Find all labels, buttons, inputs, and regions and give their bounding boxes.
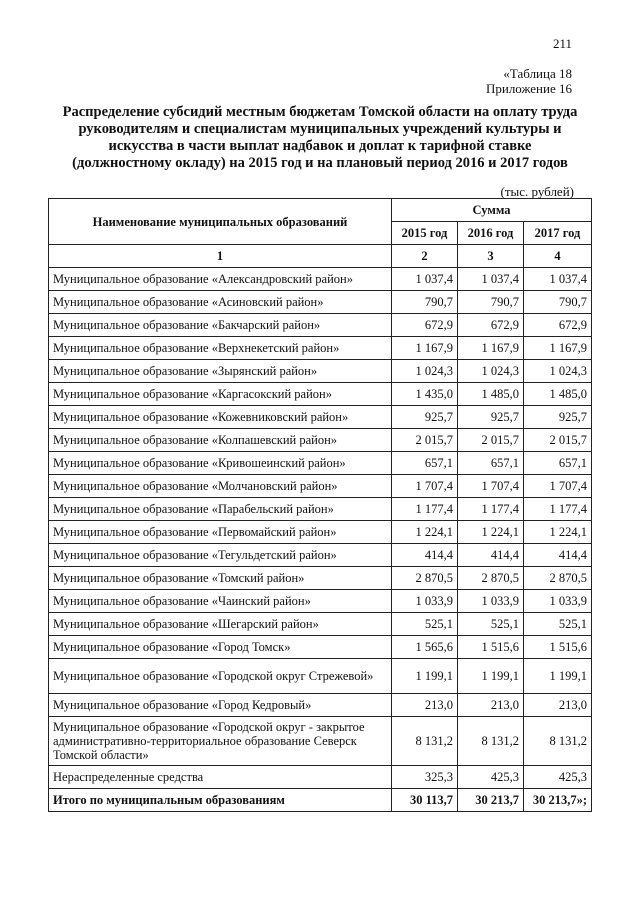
title-line: руководителям и специалистам муниципальных учреждений культуры и <box>78 121 562 137</box>
municipality-name: Муниципальное образование «Асиновский район» <box>49 291 392 314</box>
value-2016: 657,1 <box>458 452 524 475</box>
value-2017: 672,9 <box>524 314 592 337</box>
column-number: 4 <box>524 245 592 268</box>
total-2017: 30 213,7»; <box>524 789 592 812</box>
table-row <box>49 360 592 383</box>
table-row <box>49 314 592 337</box>
municipality-name: Муниципальное образование «Городской округ Стрежевой» <box>49 659 392 694</box>
total-row <box>49 789 592 812</box>
value-2016: 1 033,9 <box>458 590 524 613</box>
value-2015: 414,4 <box>392 544 458 567</box>
value-2015: 672,9 <box>392 314 458 337</box>
value-2017: 790,7 <box>524 291 592 314</box>
value-2016: 425,3 <box>458 766 524 789</box>
units-label: (тыс. рублей) <box>500 184 574 199</box>
header-2016: 2016 год <box>458 222 524 245</box>
value-2015: 1 037,4 <box>392 268 458 291</box>
value-2017: 1 037,4 <box>524 268 592 291</box>
value-2017: 1 707,4 <box>524 475 592 498</box>
table-row <box>49 521 592 544</box>
municipality-name: Муниципальное образование «Томский район» <box>49 567 392 590</box>
total-label: Итого по муниципальным образованиям <box>49 789 392 812</box>
value-2015: 1 033,9 <box>392 590 458 613</box>
column-number: 2 <box>392 245 458 268</box>
value-2016: 2 015,7 <box>458 429 524 452</box>
column-number: 3 <box>458 245 524 268</box>
table-row <box>49 498 592 521</box>
table-row <box>49 766 592 789</box>
value-2016: 672,9 <box>458 314 524 337</box>
value-2016: 1 177,4 <box>458 498 524 521</box>
value-2017: 1 485,0 <box>524 383 592 406</box>
value-2015: 1 199,1 <box>392 659 458 694</box>
appendix-label: Приложение 16 <box>485 81 572 96</box>
table-row <box>49 613 592 636</box>
table-row <box>49 429 592 452</box>
municipality-name: Муниципальное образование «Колпашевский район» <box>49 429 392 452</box>
municipality-name: Муниципальное образование «Каргасокский район» <box>49 383 392 406</box>
value-2017: 657,1 <box>524 452 592 475</box>
municipality-name: Муниципальное образование «Город Томск» <box>49 636 392 659</box>
table-row <box>49 567 592 590</box>
value-2017: 1 024,3 <box>524 360 592 383</box>
header-sum: Сумма <box>392 199 592 222</box>
value-2015: 525,1 <box>392 613 458 636</box>
value-2015: 1 024,3 <box>392 360 458 383</box>
municipality-name: Муниципальное образование «Шегарский район» <box>49 613 392 636</box>
title-line: Распределение субсидий местным бюджетам Томской области на оплату труда <box>62 104 578 120</box>
value-2016: 1 485,0 <box>458 383 524 406</box>
table-row <box>49 406 592 429</box>
value-2017: 1 033,9 <box>524 590 592 613</box>
page-number: 211 <box>552 36 572 51</box>
value-2016: 525,1 <box>458 613 524 636</box>
value-2017: 1 515,6 <box>524 636 592 659</box>
header-name: Наименование муниципальных образований <box>49 199 392 245</box>
value-2016: 1 515,6 <box>458 636 524 659</box>
value-2016: 2 870,5 <box>458 567 524 590</box>
header-2017: 2017 год <box>524 222 592 245</box>
value-2015: 1 167,9 <box>392 337 458 360</box>
value-2017: 213,0 <box>524 694 592 717</box>
table-row <box>49 636 592 659</box>
value-2015: 1 707,4 <box>392 475 458 498</box>
total-2015: 30 113,7 <box>392 789 458 812</box>
value-2016: 1 224,1 <box>458 521 524 544</box>
table-row <box>49 452 592 475</box>
value-2015: 925,7 <box>392 406 458 429</box>
value-2015: 325,3 <box>392 766 458 789</box>
municipality-name: Муниципальное образование «Молчановский район» <box>49 475 392 498</box>
value-2015: 2 870,5 <box>392 567 458 590</box>
value-2017: 925,7 <box>524 406 592 429</box>
municipality-name: Муниципальное образование «Городской округ - закрытое административно-территориальное образование Северск Томской области» <box>49 717 392 766</box>
value-2017: 414,4 <box>524 544 592 567</box>
table-row <box>49 337 592 360</box>
table-row <box>49 268 592 291</box>
value-2017: 2 015,7 <box>524 429 592 452</box>
table-row <box>49 694 592 717</box>
table-row <box>49 590 592 613</box>
table-row <box>49 659 592 694</box>
municipality-name: Муниципальное образование «Кожевниковский район» <box>49 406 392 429</box>
value-2017: 1 167,9 <box>524 337 592 360</box>
value-2016: 8 131,2 <box>458 717 524 766</box>
table-row <box>49 383 592 406</box>
value-2015: 213,0 <box>392 694 458 717</box>
municipality-name: Муниципальное образование «Верхнекетский район» <box>49 337 392 360</box>
value-2016: 414,4 <box>458 544 524 567</box>
value-2017: 1 199,1 <box>524 659 592 694</box>
value-2016: 1 037,4 <box>458 268 524 291</box>
value-2015: 790,7 <box>392 291 458 314</box>
value-2017: 1 177,4 <box>524 498 592 521</box>
value-2015: 2 015,7 <box>392 429 458 452</box>
title-line: (должностному окладу) на 2015 год и на плановый период 2016 и 2017 годов <box>72 155 568 171</box>
value-2015: 1 565,6 <box>392 636 458 659</box>
municipality-name: Муниципальное образование «Кривошеинский район» <box>49 452 392 475</box>
municipality-name: Муниципальное образование «Первомайский район» <box>49 521 392 544</box>
table-row <box>49 475 592 498</box>
value-2017: 2 870,5 <box>524 567 592 590</box>
value-2015: 1 224,1 <box>392 521 458 544</box>
value-2016: 213,0 <box>458 694 524 717</box>
document-title <box>60 104 580 172</box>
column-number: 1 <box>49 245 392 268</box>
municipality-name: Муниципальное образование «Бакчарский район» <box>49 314 392 337</box>
value-2016: 925,7 <box>458 406 524 429</box>
value-2017: 1 224,1 <box>524 521 592 544</box>
table-row <box>49 544 592 567</box>
title-line: искусства в части выплат надбавок и доплат к тарифной ставке <box>108 138 532 154</box>
value-2016: 1 024,3 <box>458 360 524 383</box>
municipality-name: Муниципальное образование «Город Кедровый» <box>49 694 392 717</box>
municipality-name: Муниципальное образование «Чаинский район» <box>49 590 392 613</box>
value-2015: 8 131,2 <box>392 717 458 766</box>
value-2017: 525,1 <box>524 613 592 636</box>
municipality-name: Муниципальное образование «Тегульдетский район» <box>49 544 392 567</box>
value-2015: 1 435,0 <box>392 383 458 406</box>
value-2016: 1 199,1 <box>458 659 524 694</box>
header-2015: 2015 год <box>392 222 458 245</box>
value-2015: 1 177,4 <box>392 498 458 521</box>
municipality-name: Муниципальное образование «Парабельский район» <box>49 498 392 521</box>
value-2016: 1 167,9 <box>458 337 524 360</box>
municipality-name: Нераспределенные средства <box>49 766 392 789</box>
municipality-name: Муниципальное образование «Зырянский район» <box>49 360 392 383</box>
table-row <box>49 717 592 766</box>
value-2016: 1 707,4 <box>458 475 524 498</box>
appendix-reference <box>486 66 572 96</box>
value-2015: 657,1 <box>392 452 458 475</box>
value-2016: 790,7 <box>458 291 524 314</box>
table-row <box>49 291 592 314</box>
municipality-name: Муниципальное образование «Александровский район» <box>49 268 392 291</box>
value-2017: 8 131,2 <box>524 717 592 766</box>
table-reference: «Таблица 18 <box>503 66 572 81</box>
value-2017: 425,3 <box>524 766 592 789</box>
subsidy-table <box>48 198 592 812</box>
total-2016: 30 213,7 <box>458 789 524 812</box>
